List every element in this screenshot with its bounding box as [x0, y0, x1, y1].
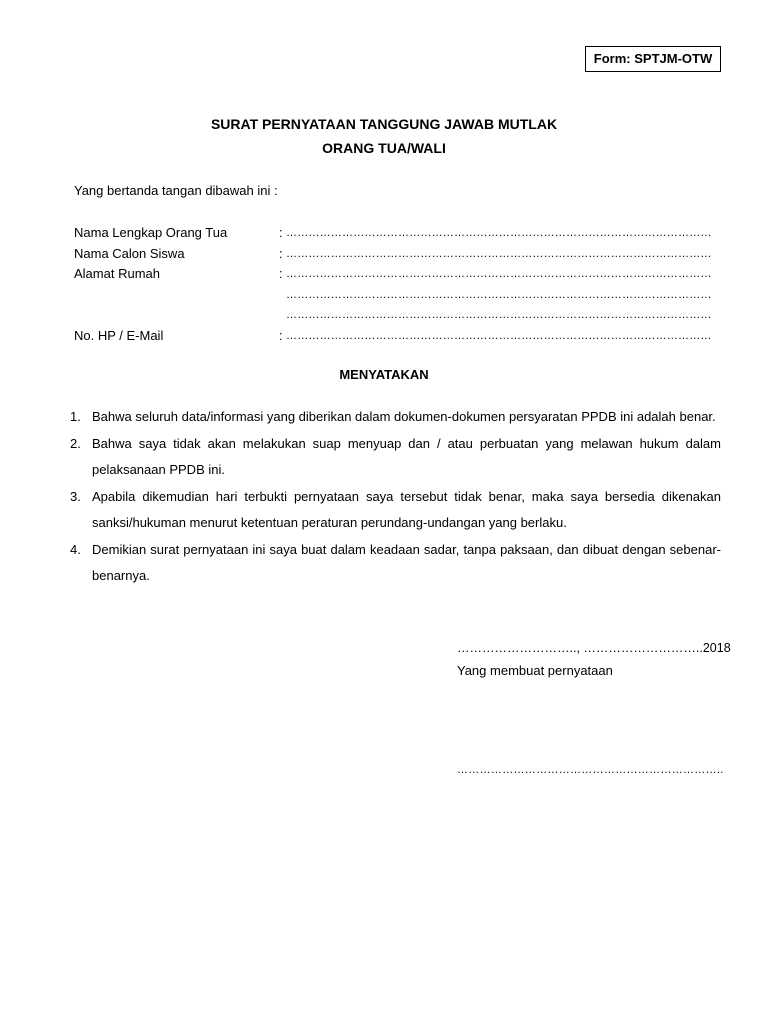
field-row-phone-email [74, 326, 724, 347]
field-row-parent-name [74, 223, 724, 244]
field-blank: …………………………………………………………………………………………………… [286, 329, 712, 342]
field-separator: : [279, 327, 283, 343]
signature-label: Yang membuat pernyataan [457, 663, 613, 678]
statement-text: Bahwa saya tidak akan melakukan suap menyuap dan / atau perbuatan yang melawan hukum dalam pelaksanaan PPDB ini. [92, 435, 721, 477]
identity-fields [74, 223, 724, 346]
field-label: Alamat Rumah [74, 266, 160, 281]
statement-item [70, 537, 721, 590]
field-row-address-cont-1 [74, 285, 724, 306]
field-blank: …………………………………………………………………………………………………… [286, 309, 712, 321]
field-separator: : [279, 225, 283, 240]
field-row-address [74, 264, 724, 285]
field-blank: …………………………………………………………………………………………………… [286, 268, 712, 280]
document-title-line1: SURAT PERNYATAAN TANGGUNG JAWAB MUTLAK [210, 116, 558, 132]
statement-text: Bahwa seluruh data/informasi yang diberikan dalam dokumen-dokumen persyaratan PPDB ini adalah benar. [92, 409, 716, 424]
signature-name-line: …………………………………………………………….. [457, 764, 724, 776]
statement-number: 4. [70, 541, 81, 557]
statement-list [70, 404, 721, 590]
field-label: Nama Calon Siswa [74, 245, 185, 261]
field-blank: …………………………………………………………………………………………………… [286, 227, 712, 239]
intro-text: Yang bertanda tangan dibawah ini : [74, 183, 278, 198]
statement-number: 2. [70, 435, 81, 451]
field-separator: : [279, 266, 283, 281]
statement-number: 3. [70, 488, 81, 504]
field-row-student-name [74, 244, 724, 265]
field-label: Nama Lengkap Orang Tua [74, 225, 228, 240]
statement-item [70, 431, 721, 484]
field-row-address-cont-2 [74, 305, 724, 326]
statement-text: Apabila dikemudian hari terbukti pernyataan saya tersebut tidak benar, maka saya bersedia dikenakan sanksi/hukuman menurut ketentuan peraturan perundang-undangan yang berlaku. [92, 488, 721, 530]
field-separator: : [279, 245, 283, 261]
field-blank: …………………………………………………………………………………………………… [286, 247, 712, 260]
statement-number: 1. [70, 409, 81, 424]
statement-item [70, 484, 721, 537]
signature-date-line: ……………………….., ………………………..2018 [457, 641, 731, 655]
statement-text: Demikian surat pernyataan ini saya buat dalam keadaan sadar, tanpa paksaan, dan dibuat dengan sebenar-benarnya. [92, 541, 721, 583]
field-label: No. HP / E-Mail [74, 327, 164, 343]
section-heading: MENYATAKAN [339, 367, 429, 382]
statement-item [70, 404, 721, 431]
field-blank: …………………………………………………………………………………………………… [286, 288, 712, 301]
form-code-box: Form: SPTJM-OTW [585, 46, 721, 72]
document-title-line2: ORANG TUA/WALI [322, 140, 446, 156]
